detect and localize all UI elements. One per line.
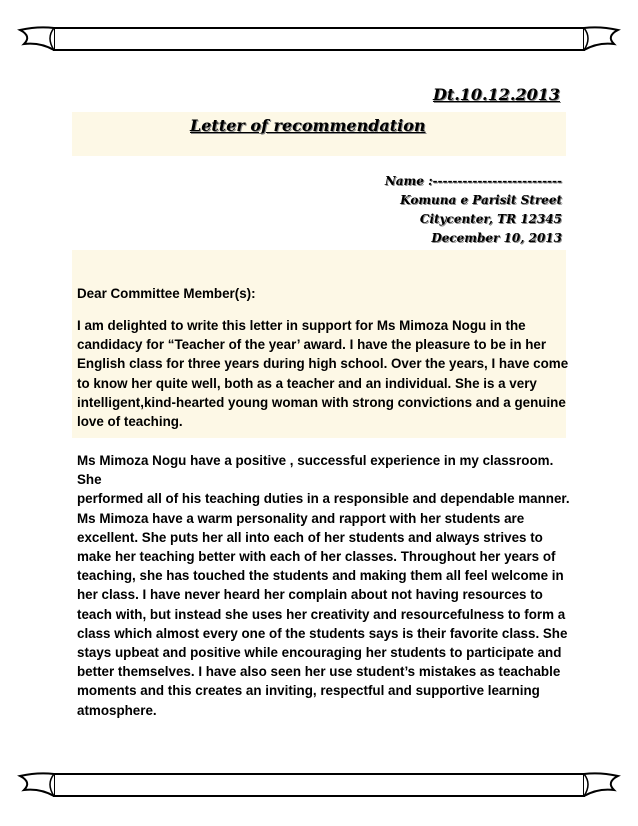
letter-date: Dt.10.12.2013 (432, 85, 560, 104)
address-street: Komuna e Parisit Street (400, 193, 562, 207)
sender-address (385, 172, 562, 248)
scroll-banner-icon (0, 18, 638, 58)
address-date: December 10, 2013 (431, 231, 562, 245)
scroll-banner-icon (0, 764, 638, 804)
paragraph-2 (77, 451, 577, 720)
paragraph-1: I am delighted to write this letter in support for Ms Mimoza Nogu in the candidacy for “Teacher of the year’ award. I have the pleasure to be in her English class for three years during high school. Over the years, I have come to know her quite well, both as a teacher and an individual. She is a very intelligent,kind-hearted young woman with strong convictions and a genuine love of teaching. (77, 318, 569, 430)
address-city: Citycenter, TR 12345 (419, 212, 562, 226)
salutation: Dear Committee Member(s): (77, 286, 256, 301)
paragraph-2-intro: Ms Mimoza Nogu have a positive , successful experience in my classroom. She (77, 453, 554, 488)
address-name: Name :-------------------------- (384, 174, 562, 188)
paragraph-2-body: performed all of his teaching duties in a responsible and dependable manner. Ms Mimoza have a warm personality and rapport with her students are excellent. She puts her all into each of her students and always strives to make her teaching better with each of her classes. Throughout her years of teaching, she has touched the students and making them all feel welcome in her class. I have never heard her complain about not having resources to teach with, but instead she uses her creativity and resourcefulness to form a class which almost every one of the students says is their favorite class. She stays upbeat and positive while encouraging her students to participate and better themselves. I have also seen her use student’s mistakes as teachable moments and this creates an inviting, respectful and supportive learning atmosphere. (77, 491, 570, 718)
letter-title: Letter of recommendation (190, 116, 426, 135)
